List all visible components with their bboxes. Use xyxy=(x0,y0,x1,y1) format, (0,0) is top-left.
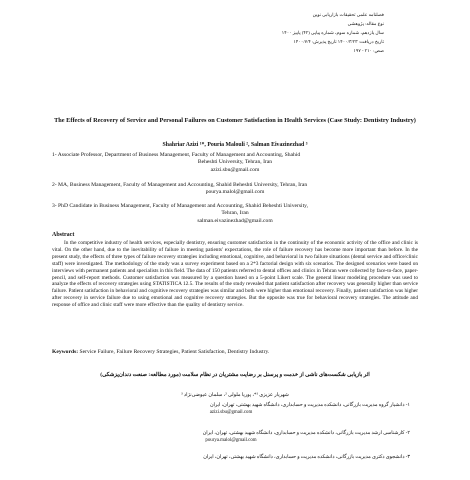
persian-title: اثر بازیابی شکست‌های ناشی از خدمت و پرسنل بر رضایت مشتریان در نظام سلامت (مورد مطالعه: صنعت دندان‌پزشکی) xyxy=(100,372,370,378)
article-type: نوع مقاله: پژوهشی xyxy=(347,21,384,26)
journal-issue: سال یازدهم، شماره سوم، شماره پیاپی (۴۲) پاییز ۱۴۰۰ xyxy=(281,30,384,35)
affiliation-3 xyxy=(52,203,418,225)
persian-affiliation-2 xyxy=(52,430,410,444)
author-list: Shahriar Azizi ¹*, Pouria Malouli ², Salman Eivazinezhad ³ xyxy=(162,142,308,148)
persian-affiliation-1 xyxy=(52,402,410,416)
persian-affiliation-3-text: ۳- دانشجوی دکتری مدیریت بازرگانی، دانشکده مدیریت و حسابداری، دانشگاه شهید بهشتی، تهران، ایران xyxy=(203,455,410,460)
paper-title: The Effects of Recovery of Service and Personal Failures on Customer Satisfaction in Health Services (Case Study: Dentistry Industry) xyxy=(54,117,416,124)
journal-name: فصلنامه علمی تحقیقات بازاریابی نوین xyxy=(312,12,384,17)
keywords xyxy=(52,349,418,355)
affiliation-2 xyxy=(52,182,418,197)
persian-affiliation-1-email[interactable]: azizi.sbu@gmail.com xyxy=(209,410,253,415)
persian-authors: شهریار عزیزی ¹*، پوریا ملولی ²، سلمان عیوضی‌نژاد ³ xyxy=(181,393,289,398)
affiliation-2-text: 2- MA, Business Management, Faculty of Management and Accounting, Shahid Beheshti University, Tehran, Iran xyxy=(52,182,308,188)
abstract-heading: Abstract xyxy=(52,232,75,238)
journal-header xyxy=(164,10,384,55)
persian-affiliation-1-text: ۱- دانشیار گروه مدیریت بازرگانی، دانشکده مدیریت و حسابداری، دانشگاه شهید بهشتی، تهران، ایران xyxy=(209,403,410,408)
keywords-text: Service Failure, Failure Recovery Strategies, Patient Satisfaction, Dentistry Industry. xyxy=(78,349,270,355)
affiliation-3-email[interactable]: salman.eivazinezhad@gmail.com xyxy=(197,217,273,224)
persian-affiliation-2-email[interactable]: pourya.malol@gmail.com xyxy=(205,438,257,443)
affiliation-1-email[interactable]: azizi.sbu@gmail.com xyxy=(210,166,260,173)
affiliation-3-text: 3- PhD Candidate in Business Management, Faculty of Management and Accounting, Shahid Beheshti University, xyxy=(52,203,308,209)
persian-affiliation-2-text: ۲- کارشناسی ارشد مدیریت بازرگانی، دانشکده مدیریت و حسابداری، دانشگاه شهید بهشتی، تهران، ایران xyxy=(202,431,410,436)
affiliation-1-location: Beheshti University, Tehran, Iran xyxy=(197,159,273,166)
journal-dates: تاریخ دریافت: ۱۴۰۰/۳/۲۳ تاریخ پذیرش: ۱۴۰۰/۷/۴ xyxy=(293,39,384,44)
affiliation-2-email[interactable]: pourya.malol@gmail.com xyxy=(205,189,265,196)
persian-affiliation-3 xyxy=(52,454,410,461)
keywords-label: Keywords: xyxy=(52,349,79,355)
affiliation-3-location: Tehran, Iran xyxy=(221,210,249,217)
affiliation-1 xyxy=(52,152,418,174)
affiliation-1-text: 1- Associate Professor, Department of Business Management, Faculty of Management and Accounting, Shahid xyxy=(52,152,301,158)
abstract-body: In the competitive industry of health services, especially dentistry, ensuring customer satisfaction in the continuity of the economic activity of the office and clinic is vital. On the other hand, due to the inevitability of failure in meeting patients' expectations, the role of failure recovery has become more important than before. In the present study, the effects of three types of failure recovery strategies including emotional, cognitive, and behavioral in two failure situations (dental service and office/clinic staff) were investigated. The methodology of the study was a survey experiment based on a 2*3 factorial design with six scenarios. The designed scenarios were based on interviews with permanent patients and specialists in this field. The data of 150 patients referred to dental offices and clinics in Tehran were collected by face-to-face, paper-pencil, and self-report methods. Customer satisfaction was measured by a question based on a 5-point Likert scale. The general linear modeling procedure was used to analyze the effects of recovery strategies using STATISTICA 12.5. The results of the study revealed that patient satisfaction after recovery was generally higher than service failure. Patient satisfaction in behavioral and cognitive recovery strategies was similar and both were higher than emotional recovery. Finally, patient satisfaction was higher after recovery in service failure due to using emotional and cognitive recovery strategies. But the opposite was true for behavioral recovery strategies. The attitude and response of office and clinic staff were more effective than the quality of dentistry service. xyxy=(52,240,418,309)
journal-pages: صص: ۲۱۰ - ۱۹۷ xyxy=(353,48,384,53)
